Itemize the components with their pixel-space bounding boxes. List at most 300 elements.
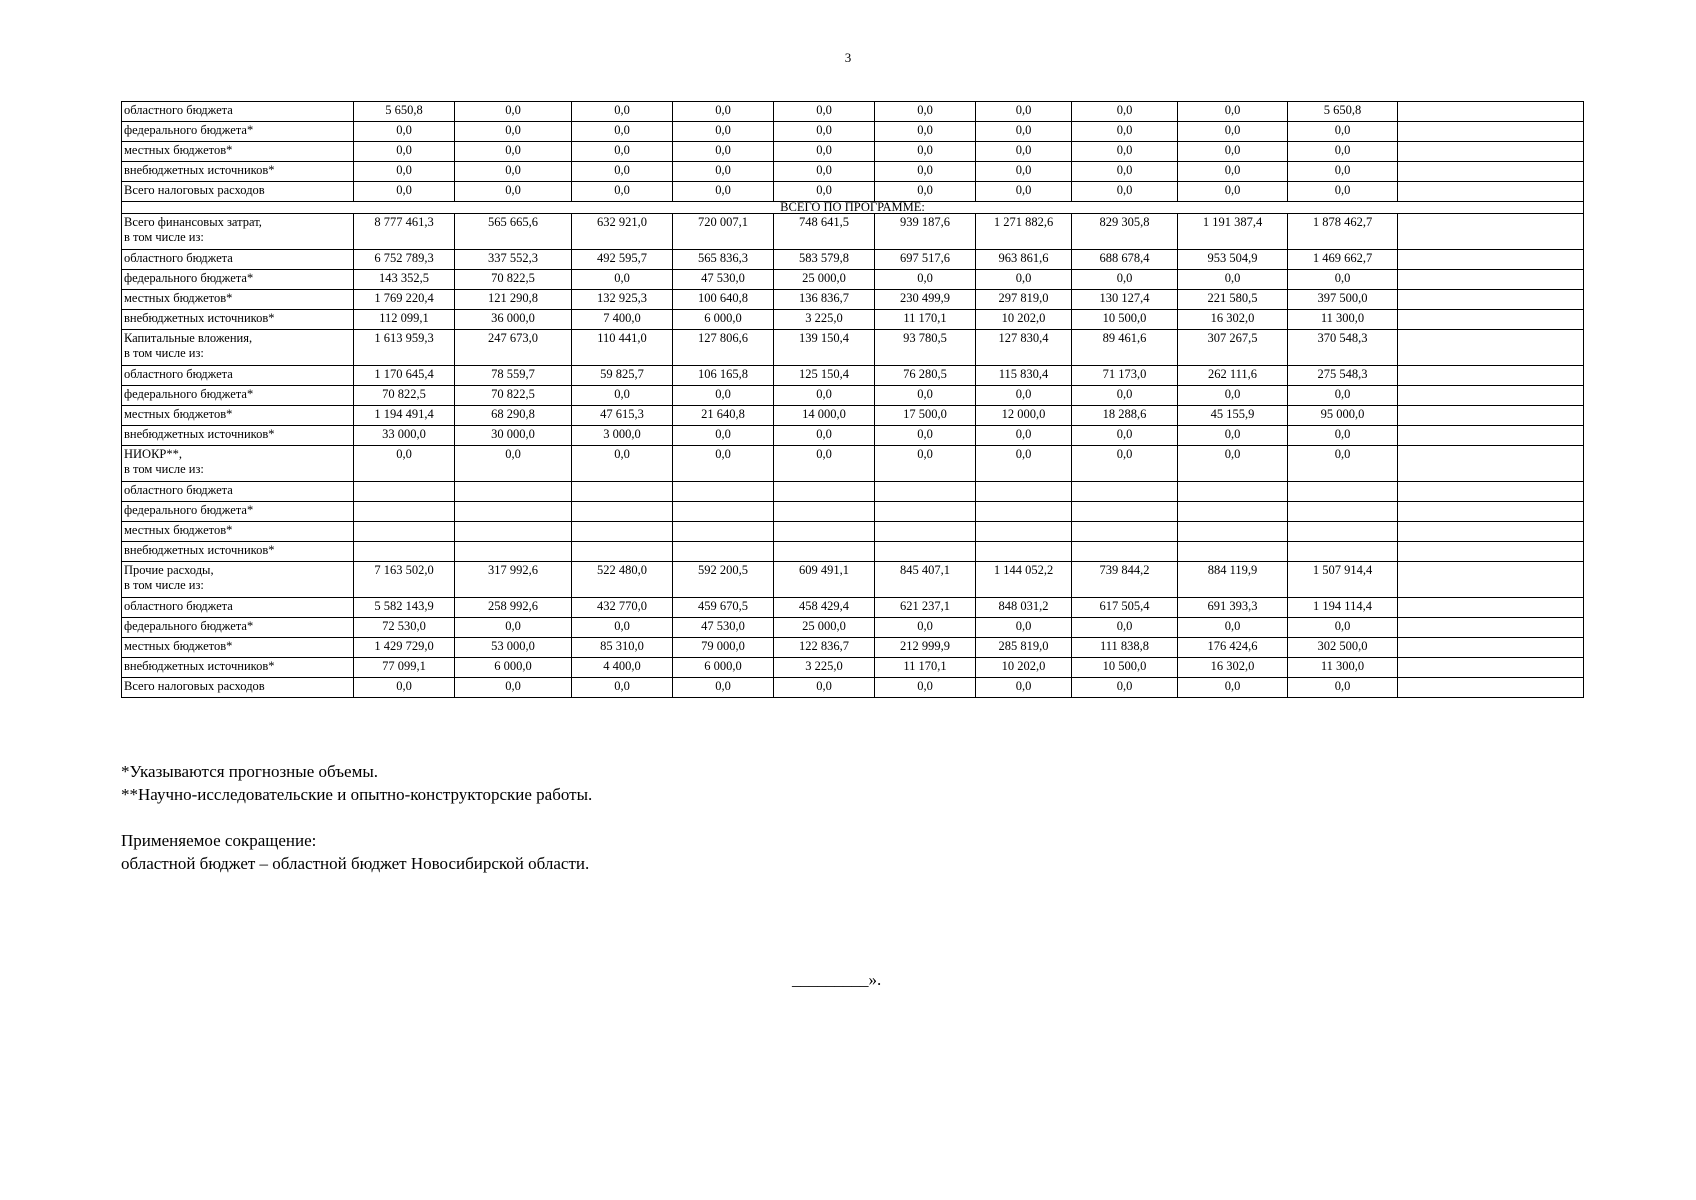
table-cell: 0,0 bbox=[1288, 162, 1398, 182]
table-cell: 25 000,0 bbox=[774, 618, 875, 638]
table-cell: 11 170,1 bbox=[875, 658, 976, 678]
budget-table bbox=[121, 101, 1584, 698]
table-cell: 1 191 387,4 bbox=[1178, 214, 1288, 250]
table-cell: 0,0 bbox=[774, 678, 875, 698]
table-cell: 459 670,5 bbox=[673, 598, 774, 618]
table-cell: 21 640,8 bbox=[673, 406, 774, 426]
table-cell bbox=[1288, 482, 1398, 502]
table-cell: 0,0 bbox=[572, 162, 673, 182]
table-cell: 0,0 bbox=[673, 386, 774, 406]
table-cell: 130 127,4 bbox=[1072, 290, 1178, 310]
table-cell: 6 000,0 bbox=[673, 658, 774, 678]
table-cell: 212 999,9 bbox=[875, 638, 976, 658]
table-row bbox=[122, 502, 1584, 522]
table-cell: 77 099,1 bbox=[354, 658, 455, 678]
section-row bbox=[122, 202, 1584, 214]
row-label-text: федерального бюджета* bbox=[124, 619, 254, 633]
table-cell bbox=[1398, 162, 1584, 182]
table-cell: 72 530,0 bbox=[354, 618, 455, 638]
table-cell: 93 780,5 bbox=[875, 330, 976, 366]
table-cell bbox=[1288, 542, 1398, 562]
table-cell bbox=[1398, 502, 1584, 522]
table-cell: 0,0 bbox=[774, 386, 875, 406]
table-row bbox=[122, 678, 1584, 698]
row-label bbox=[122, 482, 354, 502]
table-cell bbox=[455, 542, 572, 562]
table-cell: 0,0 bbox=[455, 122, 572, 142]
row-label-text: Всего финансовых затрат, bbox=[124, 215, 262, 229]
table-row bbox=[122, 386, 1584, 406]
table-cell: 10 500,0 bbox=[1072, 310, 1178, 330]
table-cell bbox=[1398, 250, 1584, 270]
table-cell: 337 552,3 bbox=[455, 250, 572, 270]
row-label-text: внебюджетных источников* bbox=[124, 543, 275, 557]
table-cell: 4 400,0 bbox=[572, 658, 673, 678]
table-cell: 688 678,4 bbox=[1072, 250, 1178, 270]
table-cell bbox=[774, 522, 875, 542]
table-cell bbox=[875, 502, 976, 522]
row-label-text: внебюджетных источников* bbox=[124, 163, 275, 177]
row-label bbox=[122, 618, 354, 638]
table-row bbox=[122, 214, 1584, 250]
row-sublabel-text: в том числе из: bbox=[124, 462, 204, 476]
table-cell: 11 300,0 bbox=[1288, 658, 1398, 678]
table-cell: 230 499,9 bbox=[875, 290, 976, 310]
table-cell bbox=[976, 482, 1072, 502]
table-cell: 0,0 bbox=[1178, 270, 1288, 290]
row-label-text: федерального бюджета* bbox=[124, 123, 254, 137]
table-cell: 0,0 bbox=[1288, 678, 1398, 698]
row-label bbox=[122, 638, 354, 658]
table-row bbox=[122, 330, 1584, 366]
table-cell: 0,0 bbox=[673, 426, 774, 446]
table-cell: 0,0 bbox=[354, 446, 455, 482]
table-cell: 0,0 bbox=[774, 102, 875, 122]
table-cell: 0,0 bbox=[572, 618, 673, 638]
closing-mark: _________». bbox=[792, 970, 882, 989]
table-cell: 845 407,1 bbox=[875, 562, 976, 598]
table-cell bbox=[1178, 502, 1288, 522]
row-label bbox=[122, 102, 354, 122]
table-cell: 739 844,2 bbox=[1072, 562, 1178, 598]
row-label-text: федерального бюджета* bbox=[124, 271, 254, 285]
table-cell: 0,0 bbox=[1072, 270, 1178, 290]
table-cell: 11 300,0 bbox=[1288, 310, 1398, 330]
table-cell bbox=[1398, 658, 1584, 678]
table-cell: 70 822,5 bbox=[354, 386, 455, 406]
table-cell: 262 111,6 bbox=[1178, 366, 1288, 386]
table-cell: 0,0 bbox=[673, 142, 774, 162]
table-cell: 0,0 bbox=[1178, 618, 1288, 638]
table-cell: 106 165,8 bbox=[673, 366, 774, 386]
table-cell: 0,0 bbox=[1288, 426, 1398, 446]
table-cell: 10 202,0 bbox=[976, 310, 1072, 330]
table-cell: 78 559,7 bbox=[455, 366, 572, 386]
abbreviation-title: Применяемое сокращение: bbox=[121, 831, 317, 850]
table-row bbox=[122, 638, 1584, 658]
row-label-text: внебюджетных источников* bbox=[124, 659, 275, 673]
row-label bbox=[122, 142, 354, 162]
table-cell: 8 777 461,3 bbox=[354, 214, 455, 250]
table-cell bbox=[1072, 522, 1178, 542]
row-label bbox=[122, 426, 354, 446]
table-row bbox=[122, 366, 1584, 386]
table-cell bbox=[455, 482, 572, 502]
table-cell bbox=[1072, 542, 1178, 562]
table-cell: 258 992,6 bbox=[455, 598, 572, 618]
table-row bbox=[122, 102, 1584, 122]
table-cell: 0,0 bbox=[875, 142, 976, 162]
table-row bbox=[122, 658, 1584, 678]
table-cell: 6 000,0 bbox=[673, 310, 774, 330]
table-cell: 0,0 bbox=[572, 678, 673, 698]
table-cell bbox=[1178, 482, 1288, 502]
footnote-niokr: **Научно-исследовательские и опытно-конструкторские работы. bbox=[121, 785, 593, 804]
table-cell: 0,0 bbox=[354, 122, 455, 142]
table-cell: 492 595,7 bbox=[572, 250, 673, 270]
table-cell: 47 615,3 bbox=[572, 406, 673, 426]
table-cell bbox=[1398, 330, 1584, 366]
table-row bbox=[122, 406, 1584, 426]
table-cell: 176 424,6 bbox=[1178, 638, 1288, 658]
table-cell: 89 461,6 bbox=[1072, 330, 1178, 366]
table-cell: 0,0 bbox=[354, 182, 455, 202]
table-cell: 59 825,7 bbox=[572, 366, 673, 386]
row-label bbox=[122, 562, 354, 598]
table-cell bbox=[1398, 102, 1584, 122]
table-cell bbox=[1288, 522, 1398, 542]
table-cell: 3 000,0 bbox=[572, 426, 673, 446]
table-cell bbox=[976, 522, 1072, 542]
table-cell: 0,0 bbox=[976, 102, 1072, 122]
table-row bbox=[122, 290, 1584, 310]
table-cell: 0,0 bbox=[673, 446, 774, 482]
table-cell: 0,0 bbox=[976, 386, 1072, 406]
table-cell: 0,0 bbox=[673, 122, 774, 142]
table-cell: 0,0 bbox=[875, 386, 976, 406]
row-label bbox=[122, 446, 354, 482]
table-cell: 0,0 bbox=[875, 270, 976, 290]
table-cell: 0,0 bbox=[572, 122, 673, 142]
table-cell bbox=[875, 522, 976, 542]
table-cell: 0,0 bbox=[875, 618, 976, 638]
table-cell: 6 752 789,3 bbox=[354, 250, 455, 270]
table-cell: 11 170,1 bbox=[875, 310, 976, 330]
row-label-text: областного бюджета bbox=[124, 103, 233, 117]
table-cell: 0,0 bbox=[1288, 386, 1398, 406]
table-cell: 0,0 bbox=[1178, 386, 1288, 406]
table-cell: 33 000,0 bbox=[354, 426, 455, 446]
row-label bbox=[122, 162, 354, 182]
table-cell: 720 007,1 bbox=[673, 214, 774, 250]
table-cell bbox=[774, 542, 875, 562]
table-cell: 0,0 bbox=[774, 162, 875, 182]
table-cell: 0,0 bbox=[354, 162, 455, 182]
table-cell: 458 429,4 bbox=[774, 598, 875, 618]
table-cell bbox=[354, 482, 455, 502]
row-label bbox=[122, 658, 354, 678]
table-cell bbox=[1398, 446, 1584, 482]
row-label bbox=[122, 598, 354, 618]
table-cell: 47 530,0 bbox=[673, 270, 774, 290]
row-label-text: местных бюджетов* bbox=[124, 143, 233, 157]
row-label bbox=[122, 310, 354, 330]
table-cell: 136 836,7 bbox=[774, 290, 875, 310]
table-cell: 0,0 bbox=[1072, 618, 1178, 638]
table-cell: 0,0 bbox=[774, 182, 875, 202]
row-label-text: НИОКР**, bbox=[124, 447, 182, 461]
table-cell: 1 613 959,3 bbox=[354, 330, 455, 366]
table-cell: 0,0 bbox=[455, 102, 572, 122]
row-label-text: областного бюджета bbox=[124, 367, 233, 381]
row-label bbox=[122, 330, 354, 366]
row-label-text: местных бюджетов* bbox=[124, 407, 233, 421]
table-cell bbox=[1398, 366, 1584, 386]
table-cell: 0,0 bbox=[1072, 122, 1178, 142]
table-cell bbox=[1398, 386, 1584, 406]
table-cell: 1 170 645,4 bbox=[354, 366, 455, 386]
row-label-text: Всего налоговых расходов bbox=[124, 679, 265, 693]
table-cell: 0,0 bbox=[976, 678, 1072, 698]
row-label-text: внебюджетных источников* bbox=[124, 427, 275, 441]
table-cell bbox=[976, 502, 1072, 522]
row-label-text: Всего налоговых расходов bbox=[124, 183, 265, 197]
table-row bbox=[122, 270, 1584, 290]
table-cell: 609 491,1 bbox=[774, 562, 875, 598]
table-cell: 1 194 114,4 bbox=[1288, 598, 1398, 618]
table-cell: 370 548,3 bbox=[1288, 330, 1398, 366]
table-cell bbox=[572, 502, 673, 522]
table-cell: 0,0 bbox=[976, 618, 1072, 638]
row-label-text: областного бюджета bbox=[124, 599, 233, 613]
table-cell: 0,0 bbox=[673, 678, 774, 698]
table-cell: 829 305,8 bbox=[1072, 214, 1178, 250]
table-cell bbox=[875, 542, 976, 562]
table-cell: 953 504,9 bbox=[1178, 250, 1288, 270]
table-cell: 0,0 bbox=[875, 426, 976, 446]
table-cell bbox=[673, 522, 774, 542]
table-cell: 5 650,8 bbox=[354, 102, 455, 122]
table-cell: 0,0 bbox=[875, 446, 976, 482]
table-cell: 7 400,0 bbox=[572, 310, 673, 330]
table-cell bbox=[1398, 214, 1584, 250]
table-cell: 0,0 bbox=[1178, 426, 1288, 446]
table-row bbox=[122, 426, 1584, 446]
table-cell: 45 155,9 bbox=[1178, 406, 1288, 426]
table-cell: 0,0 bbox=[1178, 162, 1288, 182]
table-cell: 0,0 bbox=[1288, 142, 1398, 162]
table-cell bbox=[455, 502, 572, 522]
table-cell: 848 031,2 bbox=[976, 598, 1072, 618]
table-cell bbox=[572, 522, 673, 542]
row-label-text: местных бюджетов* bbox=[124, 523, 233, 537]
table-cell: 127 830,4 bbox=[976, 330, 1072, 366]
table-row bbox=[122, 522, 1584, 542]
table-cell: 0,0 bbox=[455, 162, 572, 182]
table-row bbox=[122, 562, 1584, 598]
table-cell: 963 861,6 bbox=[976, 250, 1072, 270]
table-cell: 0,0 bbox=[774, 142, 875, 162]
table-cell bbox=[1288, 502, 1398, 522]
table-cell: 0,0 bbox=[455, 446, 572, 482]
table-cell bbox=[673, 482, 774, 502]
table-cell bbox=[455, 522, 572, 542]
row-label bbox=[122, 678, 354, 698]
table-cell: 302 500,0 bbox=[1288, 638, 1398, 658]
row-label-text: местных бюджетов* bbox=[124, 291, 233, 305]
table-cell: 522 480,0 bbox=[572, 562, 673, 598]
row-sublabel-text: в том числе из: bbox=[124, 230, 204, 244]
table-cell bbox=[1398, 122, 1584, 142]
table-cell: 583 579,8 bbox=[774, 250, 875, 270]
table-cell: 0,0 bbox=[1178, 102, 1288, 122]
table-row bbox=[122, 482, 1584, 502]
table-row bbox=[122, 446, 1584, 482]
table-cell bbox=[1398, 270, 1584, 290]
table-cell: 0,0 bbox=[1178, 446, 1288, 482]
row-label-text: областного бюджета bbox=[124, 483, 233, 497]
table-cell: 115 830,4 bbox=[976, 366, 1072, 386]
table-cell: 617 505,4 bbox=[1072, 598, 1178, 618]
table-cell: 16 302,0 bbox=[1178, 310, 1288, 330]
table-cell: 565 665,6 bbox=[455, 214, 572, 250]
table-cell: 122 836,7 bbox=[774, 638, 875, 658]
table-cell: 36 000,0 bbox=[455, 310, 572, 330]
table-cell: 0,0 bbox=[976, 162, 1072, 182]
table-cell: 0,0 bbox=[572, 102, 673, 122]
table-cell: 79 000,0 bbox=[673, 638, 774, 658]
row-label bbox=[122, 366, 354, 386]
table-cell: 632 921,0 bbox=[572, 214, 673, 250]
row-label bbox=[122, 542, 354, 562]
row-label bbox=[122, 290, 354, 310]
table-cell bbox=[774, 502, 875, 522]
table-cell bbox=[1178, 522, 1288, 542]
row-sublabel-text: в том числе из: bbox=[124, 346, 204, 360]
table-cell: 25 000,0 bbox=[774, 270, 875, 290]
table-cell: 0,0 bbox=[673, 162, 774, 182]
table-cell: 7 163 502,0 bbox=[354, 562, 455, 598]
table-cell: 1 144 052,2 bbox=[976, 562, 1072, 598]
table-cell bbox=[774, 482, 875, 502]
table-cell: 275 548,3 bbox=[1288, 366, 1398, 386]
table-cell bbox=[1398, 182, 1584, 202]
table-cell: 0,0 bbox=[673, 182, 774, 202]
table-cell: 0,0 bbox=[1072, 162, 1178, 182]
table-cell bbox=[673, 502, 774, 522]
table-cell: 10 500,0 bbox=[1072, 658, 1178, 678]
table-cell: 0,0 bbox=[572, 386, 673, 406]
table-cell bbox=[1398, 678, 1584, 698]
table-cell bbox=[354, 502, 455, 522]
table-row bbox=[122, 310, 1584, 330]
row-label bbox=[122, 182, 354, 202]
table-cell: 247 673,0 bbox=[455, 330, 572, 366]
table-cell: 0,0 bbox=[976, 142, 1072, 162]
row-label-text: Капитальные вложения, bbox=[124, 331, 253, 345]
notes bbox=[121, 760, 592, 875]
table-cell bbox=[1398, 310, 1584, 330]
table-cell: 0,0 bbox=[572, 446, 673, 482]
row-label bbox=[122, 502, 354, 522]
table-cell: 111 838,8 bbox=[1072, 638, 1178, 658]
table-cell: 285 819,0 bbox=[976, 638, 1072, 658]
table-cell: 100 640,8 bbox=[673, 290, 774, 310]
table-cell: 0,0 bbox=[774, 122, 875, 142]
table-cell: 0,0 bbox=[1178, 678, 1288, 698]
table-cell: 697 517,6 bbox=[875, 250, 976, 270]
table-cell bbox=[1178, 542, 1288, 562]
table-cell: 0,0 bbox=[1072, 182, 1178, 202]
table-cell: 0,0 bbox=[774, 446, 875, 482]
table-cell: 127 806,6 bbox=[673, 330, 774, 366]
table-cell: 132 925,3 bbox=[572, 290, 673, 310]
table-row bbox=[122, 142, 1584, 162]
table-cell: 0,0 bbox=[455, 142, 572, 162]
table-cell: 53 000,0 bbox=[455, 638, 572, 658]
table-cell: 939 187,6 bbox=[875, 214, 976, 250]
table-cell bbox=[1398, 598, 1584, 618]
table-cell: 1 469 662,7 bbox=[1288, 250, 1398, 270]
table-cell: 0,0 bbox=[673, 102, 774, 122]
table-cell bbox=[354, 542, 455, 562]
table-cell: 0,0 bbox=[875, 182, 976, 202]
table-cell: 621 237,1 bbox=[875, 598, 976, 618]
table-cell: 0,0 bbox=[875, 102, 976, 122]
table-cell bbox=[1398, 562, 1584, 598]
row-label bbox=[122, 406, 354, 426]
table-cell: 95 000,0 bbox=[1288, 406, 1398, 426]
table-cell: 432 770,0 bbox=[572, 598, 673, 618]
table-cell: 30 000,0 bbox=[455, 426, 572, 446]
table-cell: 0,0 bbox=[1072, 102, 1178, 122]
row-label bbox=[122, 214, 354, 250]
table-cell: 0,0 bbox=[572, 270, 673, 290]
table-cell: 1 271 882,6 bbox=[976, 214, 1072, 250]
table-cell: 17 500,0 bbox=[875, 406, 976, 426]
row-label bbox=[122, 386, 354, 406]
table-row bbox=[122, 162, 1584, 182]
table-cell: 397 500,0 bbox=[1288, 290, 1398, 310]
footnote-forecast: *Указываются прогнозные объемы. bbox=[121, 762, 378, 781]
table-cell bbox=[1398, 406, 1584, 426]
table-cell: 317 992,6 bbox=[455, 562, 572, 598]
table-cell: 0,0 bbox=[1288, 122, 1398, 142]
table-cell: 0,0 bbox=[1288, 618, 1398, 638]
table-row bbox=[122, 250, 1584, 270]
table-cell: 0,0 bbox=[976, 122, 1072, 142]
table-cell: 0,0 bbox=[976, 446, 1072, 482]
table-cell bbox=[1398, 542, 1584, 562]
row-label bbox=[122, 522, 354, 542]
table-cell: 0,0 bbox=[455, 182, 572, 202]
table-cell: 0,0 bbox=[1072, 386, 1178, 406]
abbreviation-text: областной бюджет – областной бюджет Новосибирской области. bbox=[121, 854, 590, 873]
table-cell: 10 202,0 bbox=[976, 658, 1072, 678]
table-cell: 0,0 bbox=[1178, 142, 1288, 162]
table-cell bbox=[1398, 638, 1584, 658]
table-cell bbox=[1398, 522, 1584, 542]
row-label-text: федерального бюджета* bbox=[124, 387, 254, 401]
table-cell: 0,0 bbox=[1178, 182, 1288, 202]
table-cell bbox=[673, 542, 774, 562]
table-row bbox=[122, 598, 1584, 618]
table-cell: 12 000,0 bbox=[976, 406, 1072, 426]
table-cell: 68 290,8 bbox=[455, 406, 572, 426]
table-cell: 0,0 bbox=[1288, 182, 1398, 202]
table-cell: 14 000,0 bbox=[774, 406, 875, 426]
row-label bbox=[122, 270, 354, 290]
